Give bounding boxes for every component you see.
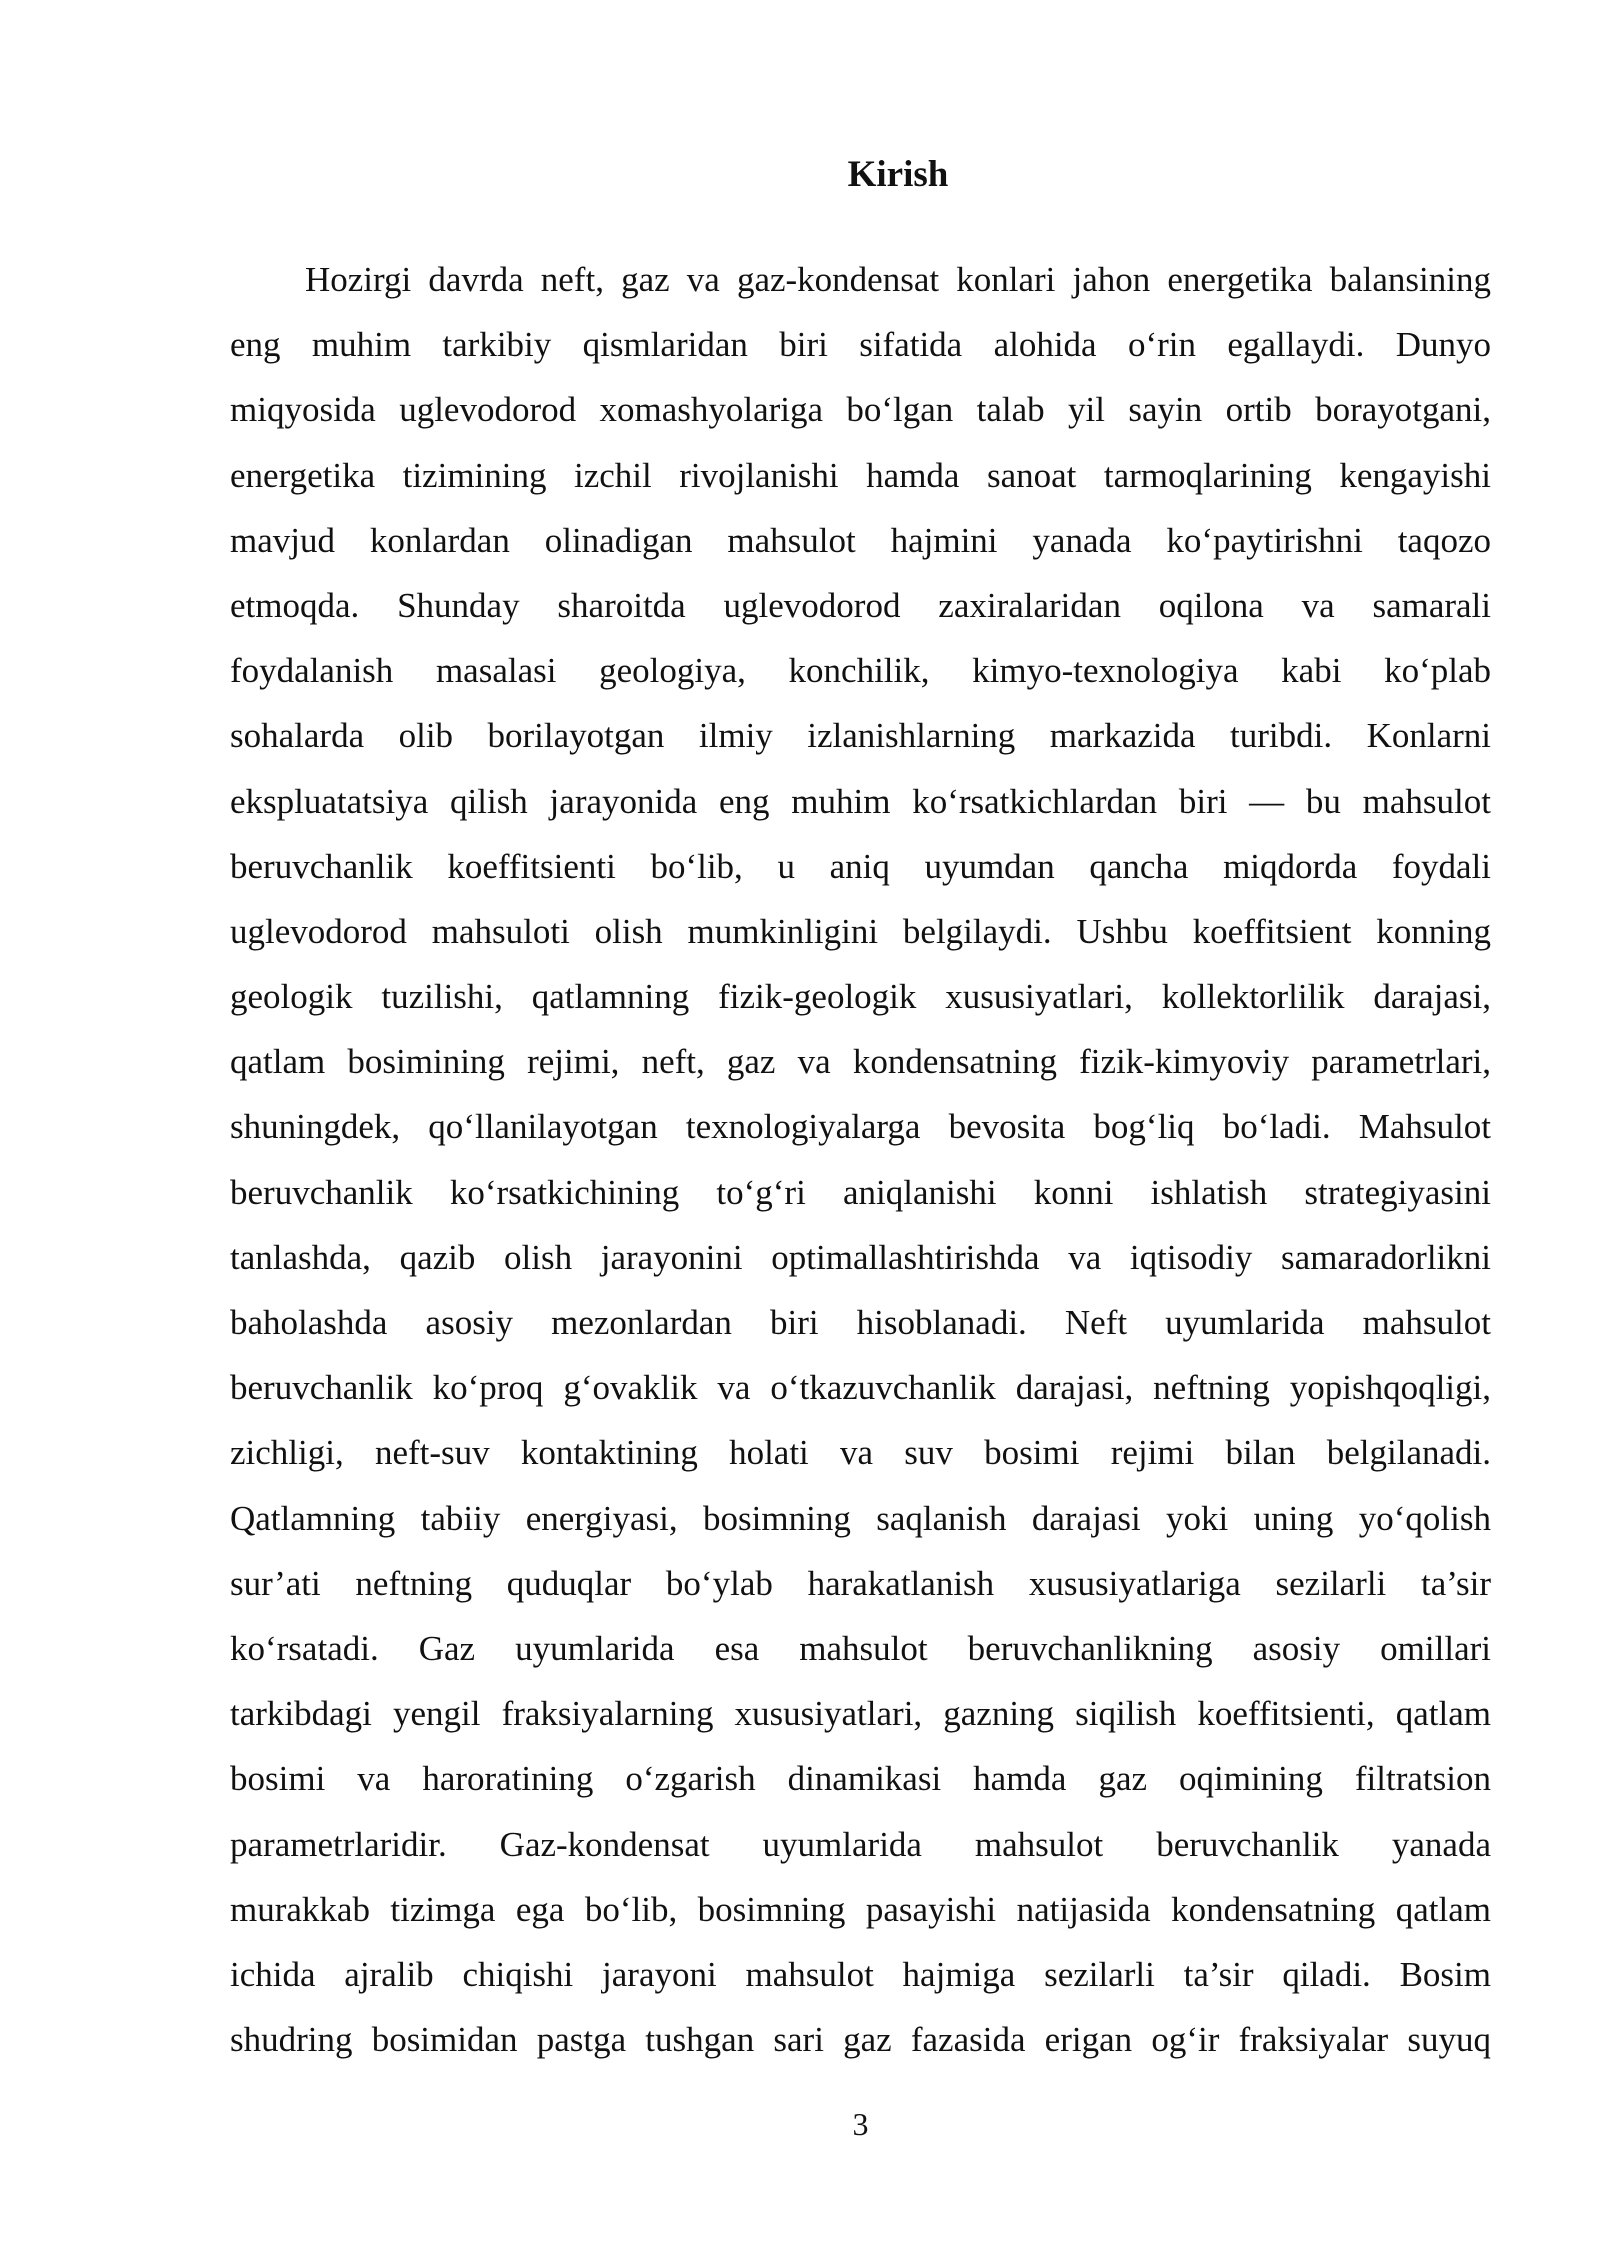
paragraph-line: tarkibdagi yengil fraksiyalarning xususiyatlari, gazning siqilish koeffitsienti, qatlam xyxy=(230,1694,1491,1734)
paragraph-line: baholashda asosiy mezonlardan biri hisoblanadi. Neft uyumlarida mahsulot xyxy=(230,1303,1491,1342)
paragraph-line: bosimi va haroratining o‘zgarish dinamikasi hamda gaz oqimining filtratsion xyxy=(230,1759,1491,1799)
paragraph-line: Hozirgi davrda neft, gaz va gaz-kondensat konlari jahon energetika balansining xyxy=(305,260,1491,299)
paragraph-line: tanlashda, qazib olish jarayonini optimallashtirishda va iqtisodiy samaradorlikni xyxy=(230,1237,1491,1277)
paragraph-line: foydalanish masalasi geologiya, konchilik, kimyo-texnologiya kabi ko‘plab xyxy=(230,651,1491,691)
paragraph-line: ichida ajralib chiqishi jarayoni mahsulot hajmiga sezilarli ta’sir qiladi. Bosim xyxy=(230,1954,1491,1994)
page-number: 3 xyxy=(852,2106,869,2142)
paragraph-line: ko‘rsatadi. Gaz uyumlarida esa mahsulot beruvchanlikning asosiy omillari xyxy=(230,1628,1491,1668)
paragraph-line: uglevodorod mahsuloti olish mumkinligini belgilaydi. Ushbu koeffitsient konning xyxy=(230,911,1491,951)
section-title: Kirish xyxy=(847,154,949,195)
paragraph-line: sohalarda olib borilayotgan ilmiy izlanishlarning markazida turibdi. Konlarni xyxy=(230,716,1491,756)
paragraph-line: sur’ati neftning quduqlar bo‘ylab harakatlanish xususiyatlariga sezilarli ta’sir xyxy=(230,1563,1491,1603)
paragraph-line: shuningdek, qo‘llanilayotgan texnologiyalarga bevosita bog‘liq bo‘ladi. Mahsulot xyxy=(230,1107,1491,1147)
paragraph-line: beruvchanlik ko‘rsatkichining to‘g‘ri aniqlanishi konni ishlatish strategiyasini xyxy=(230,1172,1491,1212)
paragraph-line: mavjud konlardan olinadigan mahsulot hajmini yanada ko‘paytirishni taqozo xyxy=(230,520,1491,560)
paragraph-line: ekspluatatsiya qilish jarayonida eng muhim ko‘rsatkichlardan biri — bu mahsulot xyxy=(230,781,1491,821)
paragraph-line: energetika tizimining izchil rivojlanishi hamda sanoat tarmoqlarining kengayishi xyxy=(230,455,1491,495)
paragraph-line: miqyosida uglevodorod xomashyolariga bo‘lgan talab yil sayin ortib borayotgani, xyxy=(230,390,1491,430)
paragraph-line: Qatlamning tabiiy energiyasi, bosimning saqlanish darajasi yoki uning yo‘qolish xyxy=(230,1498,1491,1538)
paragraph-line: beruvchanlik koeffitsienti bo‘lib, u aniq uyumdan qancha miqdorda foydali xyxy=(230,846,1491,886)
paragraph-line: geologik tuzilishi, qatlamning fizik-geologik xususiyatlari, kollektorlilik darajasi, xyxy=(230,977,1491,1017)
paragraph-line: etmoqda. Shunday sharoitda uglevodorod zaxiralaridan oqilona va samarali xyxy=(230,585,1491,625)
paragraph-line: qatlam bosimining rejimi, neft, gaz va kondensatning fizik-kimyoviy parametrlari, xyxy=(230,1042,1491,1082)
paragraph-line: parametrlaridir. Gaz-kondensat uyumlarida mahsulot beruvchanlik yanada xyxy=(230,1824,1491,1864)
paragraph-line: zichligi, neft-suv kontaktining holati va suv bosimi rejimi bilan belgilanadi. xyxy=(230,1433,1491,1473)
paragraph-line: beruvchanlik ko‘proq g‘ovaklik va o‘tkazuvchanlik darajasi, neftning yopishqoqligi, xyxy=(230,1368,1491,1408)
body-paragraph xyxy=(230,247,1491,2072)
paragraph-line: murakkab tizimga ega bo‘lib, bosimning pasayishi natijasida kondensatning qatlam xyxy=(230,1889,1491,1929)
paragraph-line: shudring bosimidan pastga tushgan sari gaz fazasida erigan og‘ir fraksiyalar suyuq xyxy=(230,2020,1491,2060)
paragraph-line: eng muhim tarkibiy qismlaridan biri sifatida alohida o‘rin egallaydi. Dunyo xyxy=(230,325,1491,365)
